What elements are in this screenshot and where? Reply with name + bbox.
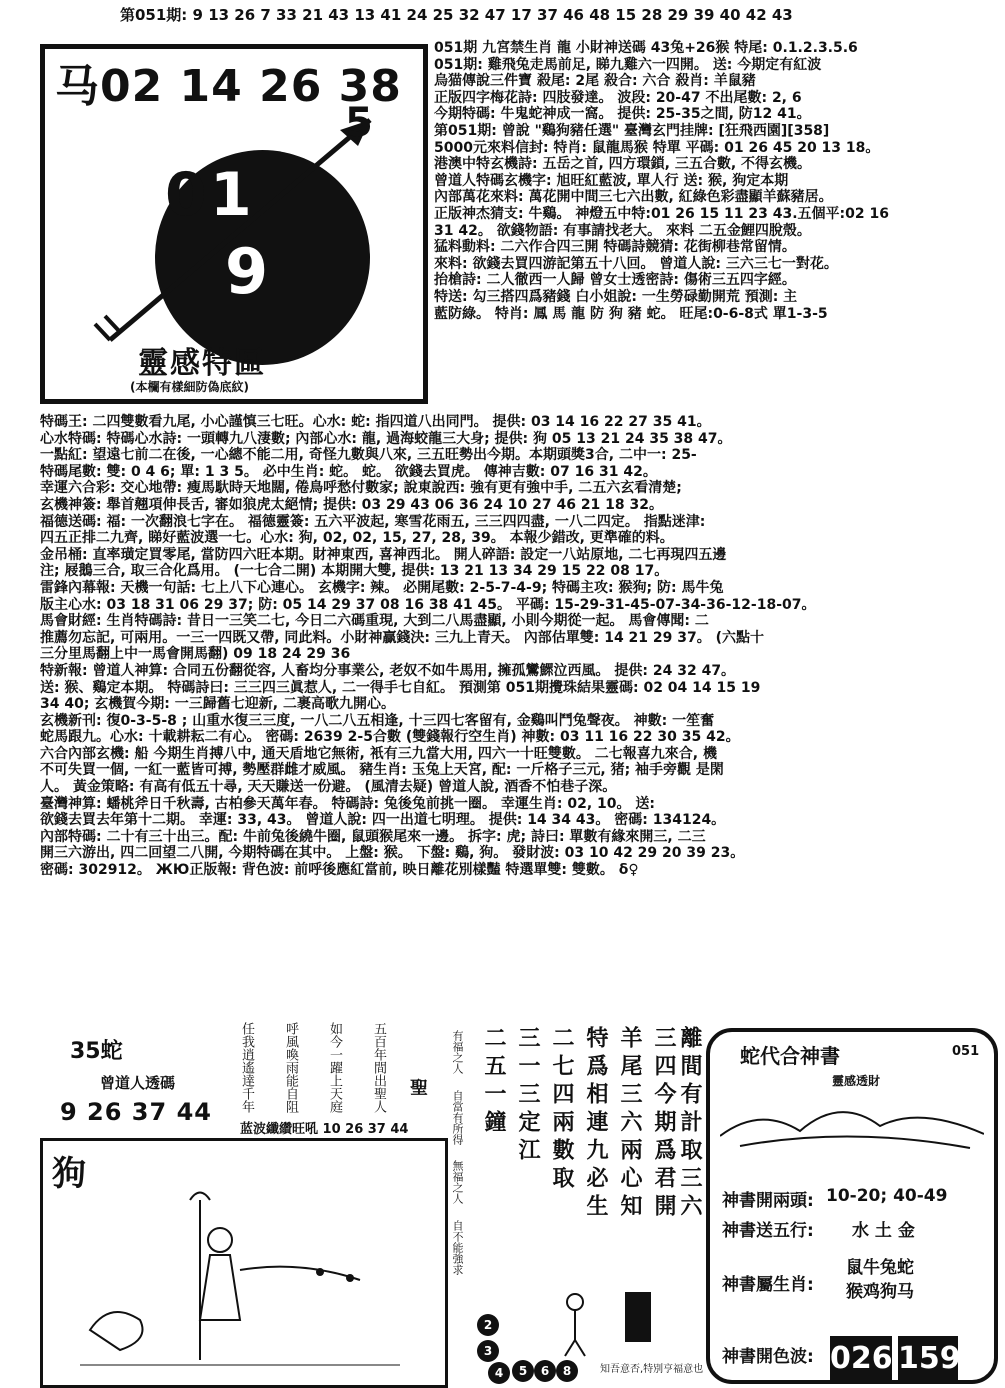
circle-number-9: 9 — [225, 235, 269, 308]
text-line: 5000元來料信封: 特肖: 鼠龍馬猴 特單 平碼: 01 26 45 20 13 18。 — [434, 139, 880, 156]
number-box: 159 — [898, 1336, 958, 1382]
poem-columns — [240, 1022, 460, 1122]
right-text-block — [434, 40, 996, 322]
figure-icon — [545, 1290, 695, 1360]
side-text: 有福之人 — [451, 1030, 464, 1074]
number-ball: 3 — [477, 1340, 499, 1362]
text-line: 不可失買一個, 一紅一藍皆可搏, 勢壓群雌才威風。 豬生肖: 玉兔上天宮, 配: 一斤格子三元, 猪; 袖手旁觀 是閑 — [40, 762, 724, 779]
text-line: 幸運六合彩: 交心地帶: 瘦馬馱時天地闊, 倦鳥呼愁付數家; 說東說西: 強有更有強中手, 二五六玄看清楚; — [40, 480, 682, 497]
text-line: 六合內部玄機: 船 今期生肖搏八中, 通天盾地它無術, 衹有三九當大用, 四六一十旺雙數。 二七報喜九來合, 機 — [40, 745, 717, 762]
text-line: 蛇馬跟九。心水: 十載耕耘二有心。 密碼: 2639 2-5合數 (雙錢報行空生肖) 神數: 03 11 16 22 30 35 42。 — [40, 729, 740, 746]
body-text-block — [40, 414, 995, 879]
text-line: 正版神杰猜支: 牛鷄。 神燈五中特:01 26 15 11 23 43.五個平:02 16 — [434, 205, 889, 222]
middle-col: 離間有計取三六 — [677, 1026, 702, 1222]
middle-col: 二五一鐘 — [481, 1026, 506, 1138]
arrow-icon — [90, 110, 390, 350]
text-line: 抬槍詩: 二人徹西一人歸 曾女士透密詩: 傷術三五四字經。 — [434, 272, 796, 289]
text-line: 今期特碼: 牛鬼蛇神成一窩。 提供: 25-35之間, 防12 41。 — [434, 106, 811, 123]
poem-col: 五百年間出聖人 — [371, 1022, 386, 1113]
row-label: 神書開色波: — [722, 1347, 814, 1367]
middle-col: 羊尾三六兩心知 — [617, 1026, 642, 1222]
number-box: 026 — [830, 1336, 892, 1382]
middle-col: 三四今期爲君開 — [651, 1026, 676, 1222]
row-label: 神書屬生肖: — [722, 1275, 814, 1295]
middle-col: 特爲相連九必生 — [583, 1026, 608, 1222]
number-ball: 8 — [556, 1360, 578, 1382]
text-line: 密碼: 302912。 ЖЮ正版報: 背色波: 前呼後應紅當前, 映日離花別樣豔 特選單雙: 雙數。 δ♀ — [40, 862, 639, 879]
text-line: 特新報: 曾道人神算: 合同五份翻從容, 人畜均分事業公, 老奴不如牛馬用, 擁孤鸞鰥泣西風。 提供: 24 32 47。 — [40, 662, 736, 679]
art-numbers: 马02 14 26 38 — [55, 61, 402, 112]
snake-label: 35蛇 — [70, 1039, 123, 1064]
side-number: 5 — [345, 100, 373, 146]
art-note: (本欄有樣細防偽底紋) — [130, 380, 249, 394]
poem-col: 任我逍遙達千年 — [239, 1022, 254, 1113]
text-line: 港澳中特玄機詩: 五岳之首, 四方環鎖, 三五合數, 不得玄機。 — [434, 156, 812, 173]
text-line: 四五正排二九齊, 睇好藍波選一七。心水: 狗, 02, 02, 15, 27, 28, 39。 本報少錯改, 更準確的料。 — [40, 530, 674, 547]
text-line: 開三六游出, 四二回望二八開, 今期特碼在其中。 上盤: 猴。 下盤: 鷄, 狗。 發財波: 03 10 42 29 20 39 23。 — [40, 845, 745, 862]
text-line: 內部萬花來料: 萬花開中間三七六出數, 紅綠色彩盡顯羊蘇豬居。 — [434, 189, 833, 206]
text-line: 內部特碼: 二十有三十出三。配: 牛前兔後繞牛圈, 鼠頭猴尾來一邊。 拆字: 虎; 詩曰: 單數有緣來開三, 二三 — [40, 828, 706, 845]
text-line: 欲錢去買去年第十二期。 幸運: 33, 43。 曾道人說: 四一出道七明理。 提供: 14 34 43。 密碼: 134124。 — [40, 812, 726, 829]
text-line: 來料: 欲錢去買四游記第五十八回。 曾道人說: 三六三七一對花。 — [434, 255, 838, 272]
text-line: 特送: 勾三搭四爲豬錢 白小姐說: 一生勞碌勤開荒 預測: 主 — [434, 288, 798, 305]
text-line: 心水特碼: 特碼心水詩: 一頭轉九八淒數; 內部心水: 龍, 過海蛟龍三大身; 提供: 狗 05 13 21 24 35 38 47。 — [40, 430, 732, 447]
side-poem — [452, 1030, 468, 1360]
text-line: 臺灣神算: 蟠桃斧日千秋壽, 古柏參天萬年春。 特碼詩: 兔後兔前挑一圈。 幸運生肖: 02, 10。 送: — [40, 795, 655, 812]
text-line: 送: 猴、鷄定本期。 特碼詩曰: 三三四三眞惹人, 二一得手七自紅。 預測第 051期攪珠結果靈碼: 02 04 14 15 19 — [40, 679, 761, 696]
row-value: 10-20; 40-49 — [826, 1186, 948, 1206]
right-box-issue: 051 — [952, 1044, 980, 1059]
text-line: 玄機神簽: 舉首翹項伸長舌, 審如狼虎太絕情; 提供: 03 29 43 06 36 24 10 27 46 21 18 32。 — [40, 496, 664, 513]
right-box-title: 蛇代合神書 — [740, 1044, 840, 1068]
middle-columns — [468, 1026, 703, 1286]
snake-numbers: 9 26 37 44 — [60, 1098, 212, 1126]
middle-col: 二七四兩數取 — [549, 1026, 574, 1194]
row-value: 水 土 金 — [852, 1221, 915, 1241]
figure-illustration-icon — [60, 1180, 440, 1380]
text-line: 第051期: 曾說 "鷄狗豬任選" 臺灣玄門挂牌: [狂飛西園][358] — [434, 122, 830, 139]
text-line: 馬會財經: 生肖特碼詩: 昔日一三笑二七, 今日二六碼重現, 大到二八馬盡顯, 小則今期從一起。 馬會傳聞: 二 — [40, 613, 709, 630]
side-text: 無福之人 — [451, 1160, 464, 1204]
text-line: 推薦勿忘記, 可兩用。一三一四既又帶, 同此料。小財神贏錢決: 三九上青天。 內部估單雙: 14 21 29 37。 (六點十 — [40, 629, 765, 646]
row-label: 神書開兩頭: — [722, 1191, 814, 1211]
middle-col: 三一三定江 — [515, 1026, 540, 1166]
text-line: 藍防綠。 特肖: 鳳 馬 龍 防 狗 豬 蛇。 旺尾:0-6-8式 單1-3-5 — [434, 305, 828, 322]
row-label: 神書送五行: — [722, 1221, 814, 1241]
right-box-subtitle: 靈感透財 — [832, 1074, 881, 1088]
number-ball: 6 — [534, 1360, 556, 1382]
number-ball: 2 — [477, 1314, 499, 1336]
text-line: 福德送碼: 福: 一次翻浪七字在。 福德靈簽: 五六平波起, 寒雪花雨五, 三三四四盡, 一八二四定。 指點迷津: — [40, 513, 706, 530]
text-line: 烏猫傳說三件寶 殺尾: 2尾 殺合: 六合 殺肖: 羊鼠豬 — [434, 73, 756, 90]
text-line: 34 40; 玄機賀今期: 一三歸舊七迎新, 二裹高歌九開心。 — [40, 696, 395, 713]
header-numbers: 第051期: 9 13 26 7 33 21 43 13 41 24 25 32 47 17 37 46 48 15 28 29 39 40 42 43 — [120, 6, 793, 24]
poem-col: 呼風喚雨能自阻 — [283, 1022, 298, 1113]
text-line: 051期: 雞飛兔走馬前足, 睇九雞六一四開。 送: 今期定有紅波 — [434, 56, 822, 73]
landscape-icon — [720, 1086, 984, 1156]
art-logo: 靈感特區 — [138, 346, 266, 381]
text-line: 特碼尾數: 雙: 0 4 6; 單: 1 3 5。 必中生肖: 蛇。 蛇。 欲錢去買虎。 傳神吉數: 07 16 31 42。 — [40, 463, 657, 480]
poem-side: 聖 — [410, 1078, 428, 1099]
text-line: 金吊桶: 直率璜定買零尾, 當防四六旺本期。財神東西, 喜神西北。 開人碎語: 設定一八站原地, 二七再現四五邊 — [40, 546, 727, 563]
text-line: 雷鋒內幕報: 天機一句話: 七上八下心連心。 玄機字: 辣。 必開尾數: 2-5-7-4-9; 特碼主攻: 猴狗; 防: 馬牛兔 — [40, 579, 724, 596]
text-line: 特碼王: 二四雙數看九尾, 小心謹慎三七旺。心水: 蛇: 指四道八出同門。 提供: 03 14 16 22 27 35 41。 — [40, 414, 711, 430]
text-line: 正版四字梅花詩: 四肢發達。 波段: 20-47 不出尾數: 2, 6 — [434, 89, 802, 106]
circle-number-1: 1 — [210, 160, 252, 230]
number-ball: 4 — [488, 1362, 510, 1384]
text-line: 一點紅: 望遠七前二在後, 一心總不能二用, 奇怪九數與八來, 三五旺勢出今期。本期頭獎3合, 二中一: 25- — [40, 447, 697, 464]
dog-label: 狗 — [52, 1154, 86, 1194]
picture-caption: 知吾意否,特別亨福意也 — [600, 1364, 704, 1375]
side-text: 自當有所得 — [451, 1090, 464, 1145]
text-line: 玄機新刊: 復0-3-5-8 ; 山重水復三三度, 一八二八五相逢, 十三四七客留有, 金鷄叫鬥兔聲夜。 神數: 一笙奮 — [40, 712, 715, 729]
text-line: 曾道人特碼玄機字: 旭旺紅藍波, 單人行 送: 猴, 狗定本期 — [434, 172, 789, 189]
row-value: 鼠牛兔蛇 猴鸡狗马 — [846, 1258, 914, 1302]
text-line: 猛料動料: 二六作合四三開 特碼詩競猜: 花街柳巷常留情。 — [434, 239, 796, 256]
poem-col: 如今一躍上天庭 — [327, 1022, 342, 1113]
text-line: 注; 屐鵝三合, 取三合化爲用。 (一七合二開) 本期開大雙, 提供: 13 21 13 34 29 15 22 08 17。 — [40, 563, 669, 580]
side-text: 自不能強求 — [451, 1220, 464, 1275]
caption: 曾道人透碼 — [100, 1074, 176, 1092]
text-line: 051期 九宮禁生肖 龍 小財神送碼 43兔+26猴 特尾: 0.1.2.3.5.6 — [434, 40, 858, 56]
number-ball: 5 — [512, 1360, 534, 1382]
blue-line: 蓝波纖纘旺吼 10 26 37 44 — [240, 1122, 409, 1137]
text-line: 三分里馬翻上中一馬會開馬翻) 09 18 24 29 36 — [40, 646, 351, 663]
text-line: 人。 黃金策略: 有高有低五十尋, 天天賺送一份避。 (風清去疑) 曾道人說, 酒香不怕巷子深。 — [40, 779, 617, 796]
circle-number-0: 0 — [165, 160, 207, 230]
text-line: 31 42。 欲錢物語: 有事請找老大。 來料 二五金鯉四脫殼。 — [434, 222, 811, 239]
text-line: 版主心水: 03 18 31 06 29 37; 防: 05 14 29 37 08 16 38 41 45。 平碼: 15-29-31-45-07-34-36-12-18-07。 — [40, 596, 816, 613]
